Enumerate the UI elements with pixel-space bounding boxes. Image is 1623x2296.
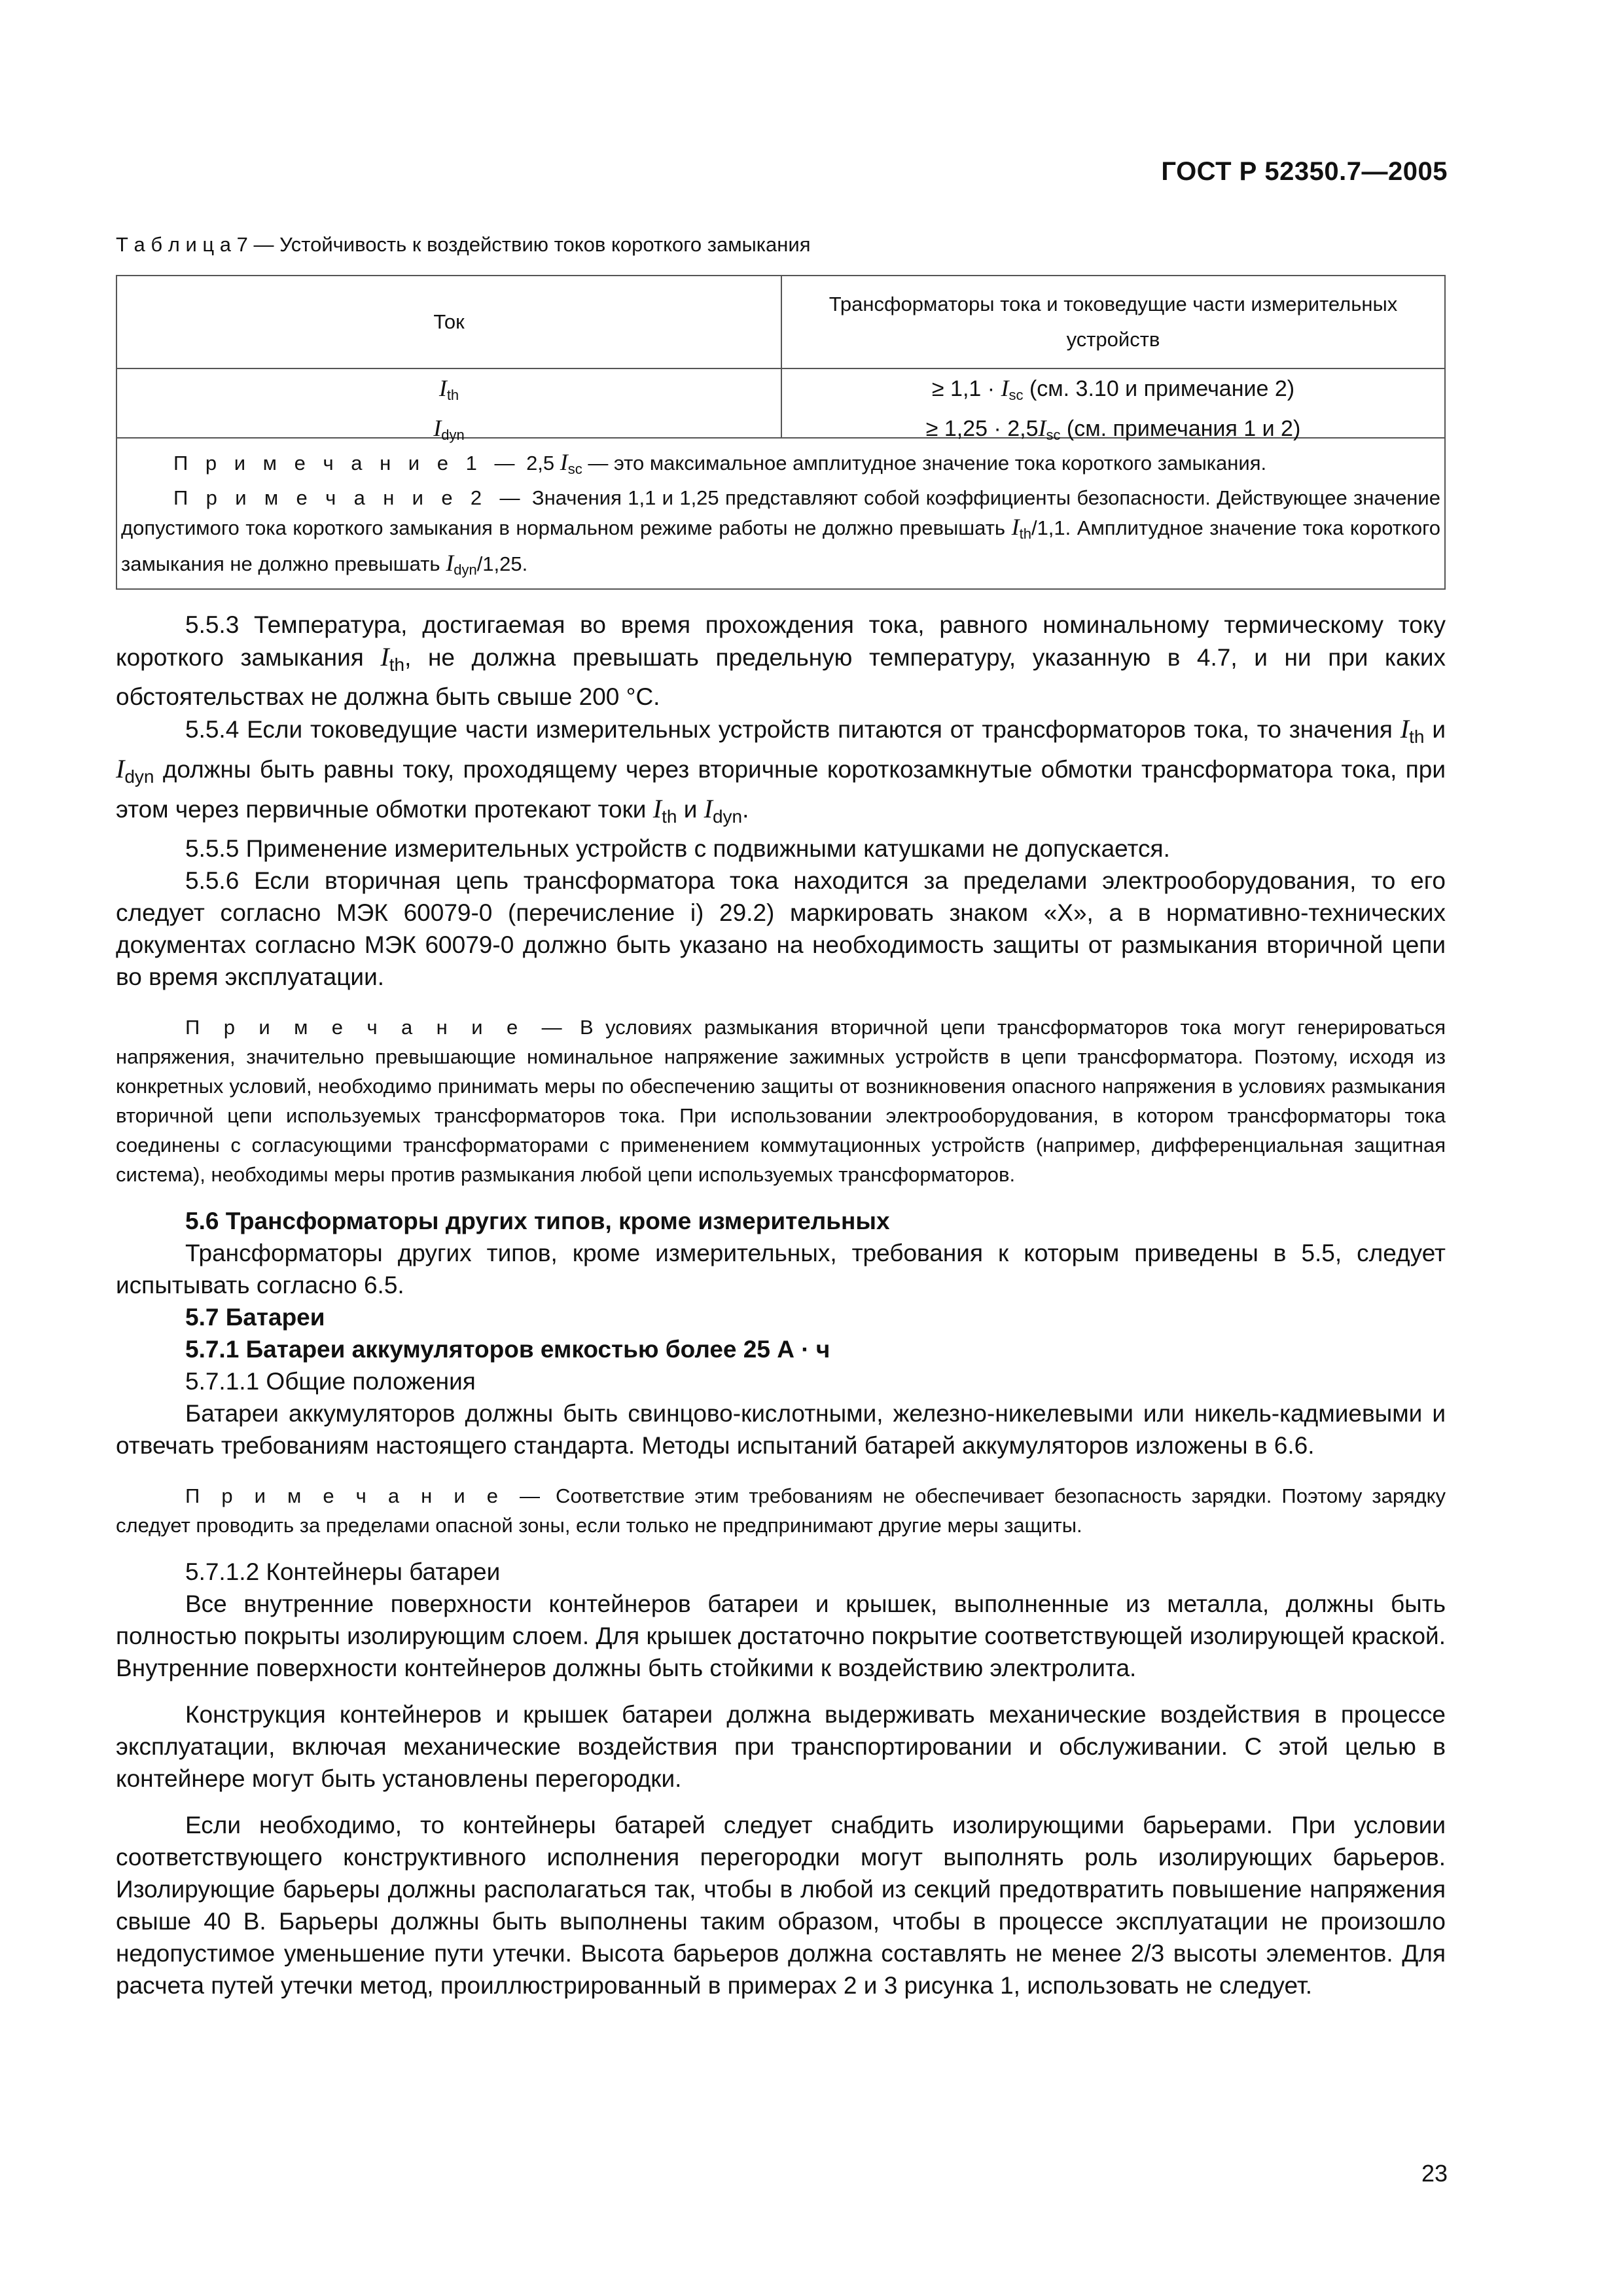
clause-5-6-text: Трансформаторы других типов, кроме измерительных, требования к которым приведены в 5.5, следует испытывать согласно 6.5.: [116, 1240, 1446, 1299]
clause-5-7-1-1-text: Батареи аккумуляторов должны быть свинцово-кислотными, железно-никелевыми или никель-кадмиевыми и отвечать требованиям настоящего стандарта. Методы испытаний батарей аккумуляторов изложены в 6.6.: [116, 1400, 1446, 1459]
table-caption-text: 7 — Устойчивость к воздействию токов короткого замыкания: [236, 233, 811, 256]
standard-header: ГОСТ Р 52350.7—2005: [1161, 157, 1448, 186]
table-caption: [116, 233, 811, 257]
table-note-1: П р и м е ч а н и е 1 — 2,5 $I_{sc}$ — это максимальное амплитудное значение тока короткого замыкания.: [173, 449, 1267, 477]
value-idyn: ≥ $1,25 \cdot 2,5I_{sc}$ (см. примечания 1 и 2): [925, 415, 1301, 443]
table-header-row: [117, 276, 1444, 369]
clause-5-5-3: 5.5.3 Температура, достигаемая во время прохождения тока, равного номинальному термическому току короткого замыкания $I_{th}$, не должна превышать предельную температуру, указанную в 4.7, и ни при каких обстоятельствах не должна быть свыше 200 °С.: [116, 611, 1446, 710]
col-header-current: Ток: [117, 276, 782, 368]
table-note-2: П р и м е ч а н и е 2 — Значения 1,1 и 1,25 представляют собой коэффициенты безопасности. Действующее значение допустимого тока короткого замыкания в нормальном режиме работы не должно превышать $I_{th}/1,1$. Амплитудное значение тока короткого замыкания не должно превышать $I_{dyn}/1,25$.: [121, 486, 1440, 578]
heading-5-7: 5.7 Батареи: [185, 1304, 325, 1331]
value-ith: ≥ $1,1 \cdot I_{sc}$ (см. 3.10 и примечание 2): [931, 375, 1295, 403]
clause-5-5-4: 5.5.4 Если токоведущие части измерительных устройств питаются от трансформаторов тока, то значения $I_{th}$ и $I_{dyn}$ должны быть равны току, проходящему через вторичные короткозамкнутые обмотки трансформатора тока, при этом через первичные обмотки протекают токи $I_{th}$ и $I_{dyn}$.: [116, 714, 1446, 827]
body-text: [116, 609, 1446, 2001]
symbol-idyn: $I_{dyn}$: [433, 415, 465, 443]
col-header-transformers: Трансформаторы тока и токоведущие части измерительных устройств: [829, 293, 1398, 351]
note-secondary-circuit: П р и м е ч а н и е — В условиях размыкания вторичной цепи трансформаторов тока могут генерироваться напряжения, значительно превышающие номинальное напряжение зажимных устройств в цепи трансформатора. Поэтому, исходя из конкретных условий, необходимо принимать меры по обеспечению защиты от возникновения опасного напряжения в условиях размыкания вторичной цепи используемых трансформаторов тока. При использовании электрооборудования, в котором трансформаторы тока соединены с согласующими трансформаторами с применением коммутационных устройств (например, дифференциальная защитная система), необходимы меры против размыкания любой цепи используемых трансформаторов.: [116, 1016, 1446, 1186]
clause-5-7-1-2-para-1: Все внутренние поверхности контейнеров батареи и крышек, выполненные из металла, должны быть полностью покрыты изолирующим слоем. Для крышек достаточно покрытие соответствующей изолирующей краской. Внутренние поверхности контейнеров должны быть стойкими к воздействию электролита.: [116, 1590, 1446, 1681]
heading-5-7-1-2: 5.7.1.2 Контейнеры батареи: [185, 1558, 501, 1585]
symbol-ith: $I_{th}$: [438, 375, 459, 403]
heading-5-6: 5.6 Трансформаторы других типов, кроме измерительных: [185, 1208, 890, 1234]
heading-5-7-1-1: 5.7.1.1 Общие положения: [185, 1368, 476, 1395]
heading-5-7-1: 5.7.1 Батареи аккумуляторов емкостью более 25 А · ч: [185, 1336, 830, 1363]
current-values-cell: [782, 369, 1444, 443]
current-symbols-cell: [117, 369, 782, 443]
clause-5-5-6: 5.5.6 Если вторичная цепь трансформатора тока находится за пределами электрооборудования, то его следует согласно МЭК 60079-0 (перечисление i) 29.2) маркировать знаком «X», а в нормативно-технических документах согласно МЭК 60079-0 должно быть указано на необходимость защиты от размыкания вторичной цепи во время эксплуатации.: [116, 867, 1446, 990]
note-charging: П р и м е ч а н и е — Соответствие этим требованиям не обеспечивает безопасность зарядки. Поэтому зарядку следует проводить за пределами опасной зоны, если только не предпринимают другие меры защиты.: [116, 1484, 1446, 1537]
table-notes: [117, 439, 1444, 588]
page-number: 23: [1421, 2160, 1448, 2187]
clause-5-5-5: 5.5.5 Применение измерительных устройств с подвижными катушками не допускается.: [185, 835, 1170, 862]
table-data-row: [117, 369, 1444, 443]
clause-5-7-1-2-para-2: Конструкция контейнеров и крышек батареи должна выдерживать механические воздействия в процессе эксплуатации, включая механические воздействия при транспортировании и обслуживании. С этой целью в контейнере могут быть установлены перегородки.: [116, 1701, 1446, 1792]
table-caption-label: Т а б л и ц а: [116, 233, 232, 256]
clause-5-7-1-2-para-3: Если необходимо, то контейнеры батарей следует снабдить изолирующими барьерами. При условии соответствующего конструктивного исполнения перегородки могут выполнять роль изолирующих барьеров. Изолирующие барьеры должны располагаться так, чтобы в любой из секций предотвратить повышение напряжения свыше 40 В. Барьеры должны быть выполнены таким образом, чтобы в процессе эксплуатации не произошло недопустимое уменьшение пути утечки. Высота барьеров должна составлять не менее 2/3 высоты элементов. Для расчета путей утечки метод, проиллюстрированный в примерах 2 и 3 рисунка 1, использовать не следует.: [116, 1812, 1446, 1999]
short-circuit-table: [116, 275, 1446, 590]
